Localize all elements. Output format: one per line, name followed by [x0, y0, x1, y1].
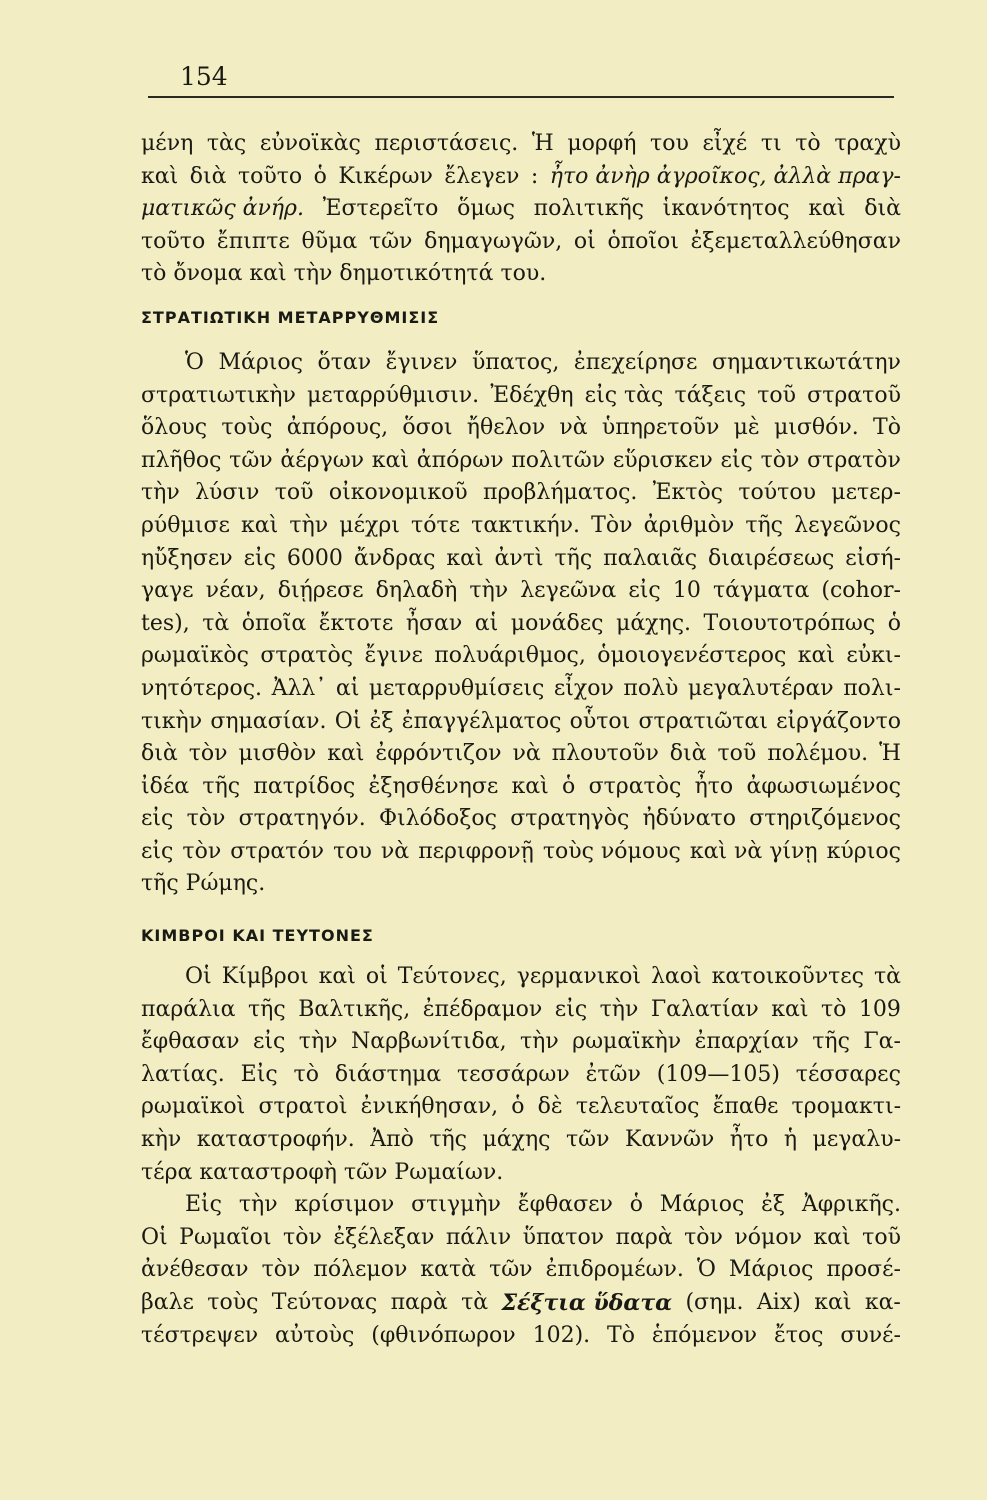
text-line: μένη τὰς εὐνοϊκὰς περιστάσεις. Ἡ μορφή του εἶχέ τι τὸ τραχὺ [141, 131, 901, 156]
text-line: τέρα καταστροφὴ τῶν Ρωμαίων. [141, 1159, 504, 1185]
text-line: ηὔξησεν εἰς 6000 ἄνδρας καὶ ἀντὶ τῆς παλαιᾶς διαιρέσεως εἰσή- [141, 545, 901, 571]
text-line: τέστρεψεν αὐτοὺς (φθινόπωρον 102). Τὸ ἑπόμενον ἔτος συνέ- [141, 1322, 901, 1348]
text-line: τικὴν σημασίαν. Οἱ ἐξ ἐπαγγέλματος οὗτοι στρατιῶται εἰργάζοντο [141, 708, 901, 734]
text-line: ρωμαϊκοὶ στρατοὶ ἐνικήθησαν, ὁ δὲ τελευταῖος ἔπαθε τρομακτι- [141, 1094, 901, 1120]
text-line: γαγε νέαν, διῄρεσε δηλαδὴ τὴν λεγεῶνα εἰς 10 τάγματα (cohor- [141, 578, 901, 604]
text-line: κὴν καταστροφήν. Ἀπὸ τῆς μάχης τῶν Καννῶν ἦτο ἡ μεγαλυ- [141, 1127, 901, 1153]
text-line: Οἱ Κίμβροι καὶ οἱ Τεύτονες, γερμανικοὶ λαοὶ κατοικοῦντες τὰ [185, 964, 901, 990]
text-line: ἔφθασαν εἰς τὴν Ναρβωνίτιδα, τὴν ρωμαϊκὴν ἐπαρχίαν τῆς Γα- [141, 1029, 901, 1055]
text-line: τὸ ὄνομα καὶ τὴν δημοτικότητά του. [141, 261, 547, 287]
text-line: ρωμαϊκὸς στρατὸς ἔγινε πολυάριθμος, ὁμοιογενέστερος καὶ εὐκι- [141, 643, 901, 669]
text-line: βαλε τοὺς Τεύτονας παρὰ τὰ Σέξτια ὕδατα (σημ. Aix) καὶ κα- [141, 1287, 901, 1320]
text-line: πλῆθος τῶν ἀέργων καὶ ἀπόρων πολιτῶν εὕρισκεν εἰς τὸν στρατὸν [141, 447, 901, 473]
paragraph-military-reform [141, 347, 901, 901]
text-line: τοῦτο ἔπιπτε θῦμα τῶν δημαγωγῶν, οἱ ὁποῖοι ἐξεμεταλλεύθησαν [141, 228, 901, 254]
body-text [141, 128, 901, 1352]
italic-quote: ματικῶς ἀνήρ. [141, 196, 304, 222]
paragraph-cimbri-teutones [141, 961, 901, 1352]
text-line: ὅλους τοὺς ἀπόρους, ὅσοι ἤθελον νὰ ὑπηρετοῦν μὲ μισθόν. Τὸ [141, 415, 901, 441]
text-line: καὶ διὰ τοῦτο ὁ Κικέρων ἔλεγεν : ἦτο ἀνὴρ ἀγροῖκος, ἀλλὰ πραγ- [141, 161, 901, 194]
text-line: παράλια τῆς Βαλτικῆς, ἐπέδραμον εἰς τὴν Γαλατίαν καὶ τὸ 109 [141, 996, 901, 1022]
text-line: Οἱ Ρωμαῖοι τὸν ἐξέλεξαν πάλιν ὕπατον παρὰ τὸν νόμον καὶ τοῦ [141, 1224, 901, 1250]
text-line: ρύθμισε καὶ τὴν μέχρι τότε τακτικήν. Τὸν ἀριθμὸν τῆς λεγεῶνος [141, 512, 901, 538]
text-line: νητότερος. Ἀλλ᾿ αἱ μεταρρυθμίσεις εἶχον πολὺ μεγαλυτέραν πολι- [141, 675, 901, 701]
header-rule [148, 96, 894, 98]
text-line: τῆς Ρώμης. [141, 871, 266, 897]
text-line: Ὁ Μάριος ὅταν ἔγινεν ὕπατος, ἐπεχείρησε σημαντικωτάτην [185, 349, 901, 375]
page-number: 154 [180, 62, 228, 91]
text-line: ἀνέθεσαν τὸν πόλεμον κατὰ τῶν ἐπιδρομέων. Ὁ Μάριος προσέ- [141, 1257, 901, 1283]
bold-italic-term: Σέξτια ὕδατα [501, 1290, 673, 1316]
text-line: διὰ τὸν μισθὸν καὶ ἐφρόντιζον νὰ πλουτοῦν διὰ τοῦ πολέμου. Ἡ [141, 741, 901, 767]
section-heading-military-reform: ΣΤΡΑΤΙΩΤΙΚΗ ΜΕΤΑΡΡΥΘΜΙΣΙΣ [141, 307, 440, 327]
text-line: στρατιωτικὴν μεταρρύθμισιν. Ἐδέχθη εἰς τὰς τάξεις τοῦ στρατοῦ [141, 382, 901, 408]
text-line: Εἰς τὴν κρίσιμον στιγμὴν ἔφθασεν ὁ Μάριος ἐξ Ἀφρικῆς. [185, 1192, 901, 1218]
italic-quote: ἦτο ἀνὴρ ἀγροῖκος, ἀλλὰ πραγ- [549, 163, 901, 189]
text-line: tes), τὰ ὁποῖα ἔκτοτε ἦσαν αἱ μονάδες μάχης. Τοιουτοτρόπως ὁ [141, 610, 901, 636]
section-heading-cimbri-teutones: ΚΙΜΒΡΟΙ ΚΑΙ ΤΕΥΤΟΝΕΣ [141, 926, 374, 946]
text-line: εἰς τὸν στρατηγόν. Φιλόδοξος στρατηγὸς ἠδύνατο στηριζόμενος [141, 806, 901, 832]
text-line: εἰς τὸν στρατόν του νὰ περιφρονῇ τοὺς νόμους καὶ νὰ γίνῃ κύριος [141, 838, 901, 864]
text-line: ἰδέα τῆς πατρίδος ἐξησθένησε καὶ ὁ στρατὸς ἦτο ἀφωσιωμένος [141, 773, 901, 799]
text-line: τὴν λύσιν τοῦ οἰκονομικοῦ προβλήματος. Ἐκτὸς τούτου μετερ- [141, 480, 901, 506]
text-line: λατίας. Εἰς τὸ διάστημα τεσσάρων ἐτῶν (109—105) τέσσαρες [141, 1061, 901, 1087]
paragraph-continuation [141, 128, 901, 291]
text-line: ματικῶς ἀνήρ. Ἐστερεῖτο ὅμως πολιτικῆς ἱκανότητος καὶ διὰ [141, 193, 901, 226]
